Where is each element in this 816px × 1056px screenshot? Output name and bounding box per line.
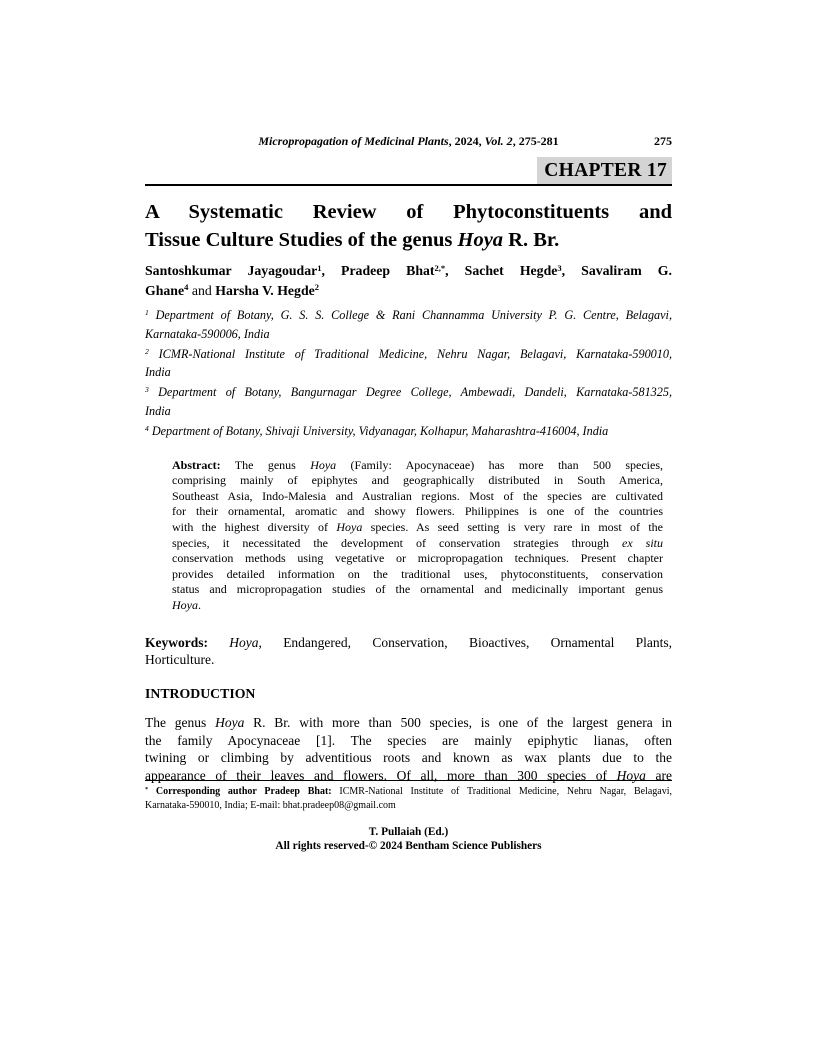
text-run: , 2024, bbox=[448, 134, 485, 148]
text-run: Department of Botany, Bangurnagar Degree College, Ambewadi, Dandeli, Karnataka-581325, bbox=[148, 385, 672, 400]
text-run: (Family: Apocynaceae) has more than 500 species, bbox=[336, 457, 663, 472]
text-line bbox=[145, 364, 672, 381]
text-run: 1 bbox=[317, 262, 322, 273]
text-run: Department of Botany, G. S. S. College & Rani Channamma University P. G. Centre, Belagavi, bbox=[148, 308, 672, 322]
text-run: Hoya bbox=[172, 597, 198, 612]
text-run: Karnataka-590006, India bbox=[145, 326, 270, 341]
text-run: ICMR-National Institute of Traditional Medicine, Nehru Nagar, Belagavi, bbox=[331, 786, 672, 797]
text-line bbox=[172, 458, 663, 474]
text-run: 1 bbox=[145, 308, 149, 318]
footnote-area bbox=[145, 780, 672, 812]
abstract bbox=[172, 458, 663, 614]
text-line bbox=[145, 714, 672, 732]
text-run: 3 bbox=[557, 262, 562, 273]
text-run: Abstract: bbox=[172, 457, 221, 472]
authors-line bbox=[145, 262, 672, 301]
text-run: Hoya bbox=[616, 767, 646, 783]
text-run: 2 bbox=[145, 346, 149, 356]
text-line bbox=[172, 567, 663, 583]
text-run: , Endangered, Conservation, Bioactives, Ornamental Plants, bbox=[258, 634, 672, 650]
text-line bbox=[145, 634, 672, 652]
text-run: Hoya bbox=[310, 457, 337, 472]
text-run: 2,* bbox=[434, 262, 446, 273]
text-run: the family Apocynaceae [1]. The species are mainly epiphytic lianas, often bbox=[145, 732, 672, 748]
text-line bbox=[172, 520, 663, 536]
text-run: species, it necessitated the development of conservation strategies through bbox=[172, 535, 622, 550]
text-run: conservation methods using vegetative or micropropagation techniques. Present chapter bbox=[172, 551, 663, 566]
text-run: 4 bbox=[184, 282, 189, 293]
running-head bbox=[145, 134, 672, 148]
text-line bbox=[145, 262, 672, 282]
corresponding-author-footnote bbox=[145, 785, 672, 812]
text-line bbox=[145, 403, 672, 420]
text-run: Keywords: bbox=[145, 634, 230, 650]
text-run: 3 bbox=[145, 385, 149, 395]
text-line bbox=[145, 384, 672, 403]
text-run: are bbox=[645, 767, 672, 783]
text-run: 2 bbox=[314, 282, 320, 293]
keywords bbox=[145, 634, 672, 669]
text-line bbox=[172, 504, 663, 520]
affiliations bbox=[145, 307, 672, 442]
text-line bbox=[145, 423, 672, 442]
text-run: ex situ bbox=[622, 535, 664, 550]
text-line bbox=[172, 473, 663, 489]
text-run: Vol. 2 bbox=[484, 134, 513, 148]
section-heading-introduction: INTRODUCTION bbox=[145, 685, 256, 701]
text-run: 4 bbox=[145, 424, 149, 433]
text-line bbox=[145, 346, 672, 365]
editor-line: T. Pullaiah (Ed.) bbox=[368, 826, 449, 838]
text-run: Horticulture. bbox=[145, 652, 215, 668]
text-run: Micropropagation of Medicinal Plants bbox=[258, 134, 449, 148]
affiliation-2 bbox=[145, 346, 672, 382]
text-line bbox=[145, 651, 672, 669]
text-run: , Pradeep Bhat bbox=[321, 263, 435, 278]
text-run: for their ornamental, aromatic and showy flowers. Philippines is one of the countries bbox=[172, 504, 663, 519]
text-run: status and micropropagation studies of the ornamental and medicinally important genus bbox=[172, 582, 663, 597]
text-line bbox=[145, 198, 672, 226]
text-run: * bbox=[145, 785, 149, 793]
text-line bbox=[145, 732, 672, 750]
text-line bbox=[172, 582, 663, 598]
text-run: twining or climbing by adventitious roots and known as wax plants due to the bbox=[145, 750, 672, 766]
text-line bbox=[145, 326, 672, 343]
text-run: Santoshkumar Jayagoudar bbox=[145, 263, 318, 278]
text-line bbox=[172, 489, 663, 505]
text-run: Department of Botany, Shivaji University, Vidyanagar, Kolhapur, Maharashtra-416004, India bbox=[148, 423, 609, 438]
text-line bbox=[172, 536, 663, 552]
text-run: The genus bbox=[145, 715, 216, 731]
text-run: Karnataka-590010, India; E-mail: bhat.pradeep08@gmail.com bbox=[145, 800, 396, 811]
introduction-paragraph bbox=[145, 714, 672, 784]
chapter-title bbox=[145, 198, 672, 254]
text-line bbox=[145, 226, 672, 254]
text-run: provides detailed information on the traditional uses, phytoconstituents, conservation bbox=[172, 566, 663, 581]
text-run: species. As seed setting is very rare in most of the bbox=[362, 519, 663, 534]
text-run: Southeast Asia, Indo-Malesia and Australian regions. Most of the species are cultivated bbox=[172, 488, 663, 503]
text-run: comprising mainly of epiphytes and geographically distributed in South America, bbox=[172, 473, 663, 488]
page-number: 275 bbox=[654, 134, 672, 148]
text-line bbox=[145, 785, 672, 799]
text-run: R. Br. bbox=[503, 229, 560, 251]
text-run: Hoya bbox=[215, 715, 245, 731]
text-run: The genus bbox=[220, 457, 311, 472]
chapter-badge: CHAPTER 17 bbox=[537, 157, 672, 184]
text-run: , Savaliram G. bbox=[561, 263, 672, 278]
text-run: . bbox=[198, 597, 201, 612]
affiliation-1 bbox=[145, 307, 672, 343]
affiliation-4 bbox=[145, 423, 672, 442]
text-run: and bbox=[188, 282, 216, 298]
text-run: , Sachet Hegde bbox=[445, 263, 558, 278]
text-line bbox=[172, 551, 663, 567]
text-run: Corresponding author Pradeep Bhat: bbox=[148, 786, 332, 797]
text-run: Hoya bbox=[229, 634, 259, 650]
text-line bbox=[145, 799, 672, 812]
text-run: Ghane bbox=[145, 282, 185, 298]
text-run: A Systematic Review of Phytoconstituents and bbox=[145, 201, 672, 223]
chapter-rule bbox=[145, 157, 672, 186]
text-line bbox=[172, 598, 663, 614]
journal-citation bbox=[258, 134, 558, 148]
text-run: India bbox=[145, 365, 171, 380]
text-run: appearance of their leaves and flowers. Of all, more than 300 species of bbox=[145, 767, 617, 783]
text-line bbox=[145, 282, 672, 302]
affiliation-3 bbox=[145, 384, 672, 420]
text-run: Hoya bbox=[457, 229, 504, 251]
text-run: , 275-281 bbox=[512, 134, 559, 148]
text-run: Tissue Culture Studies of the genus bbox=[145, 229, 458, 251]
text-run: Hoya bbox=[336, 519, 363, 534]
copyright-line: All rights reserved-© 2024 Bentham Science Publishers bbox=[275, 839, 542, 852]
text-run: India bbox=[145, 403, 171, 418]
text-line bbox=[145, 749, 672, 767]
publisher-footer bbox=[145, 826, 672, 853]
text-run: ICMR-National Institute of Traditional Medicine, Nehru Nagar, Belagavi, Karnataka-590010, bbox=[148, 346, 672, 361]
text-line bbox=[145, 307, 672, 326]
text-run: Harsha V. Hegde bbox=[215, 282, 315, 298]
text-run: with the highest diversity of bbox=[172, 519, 337, 534]
text-run: R. Br. with more than 500 species, is one of the largest genera in bbox=[244, 715, 672, 731]
page-content bbox=[145, 0, 672, 784]
